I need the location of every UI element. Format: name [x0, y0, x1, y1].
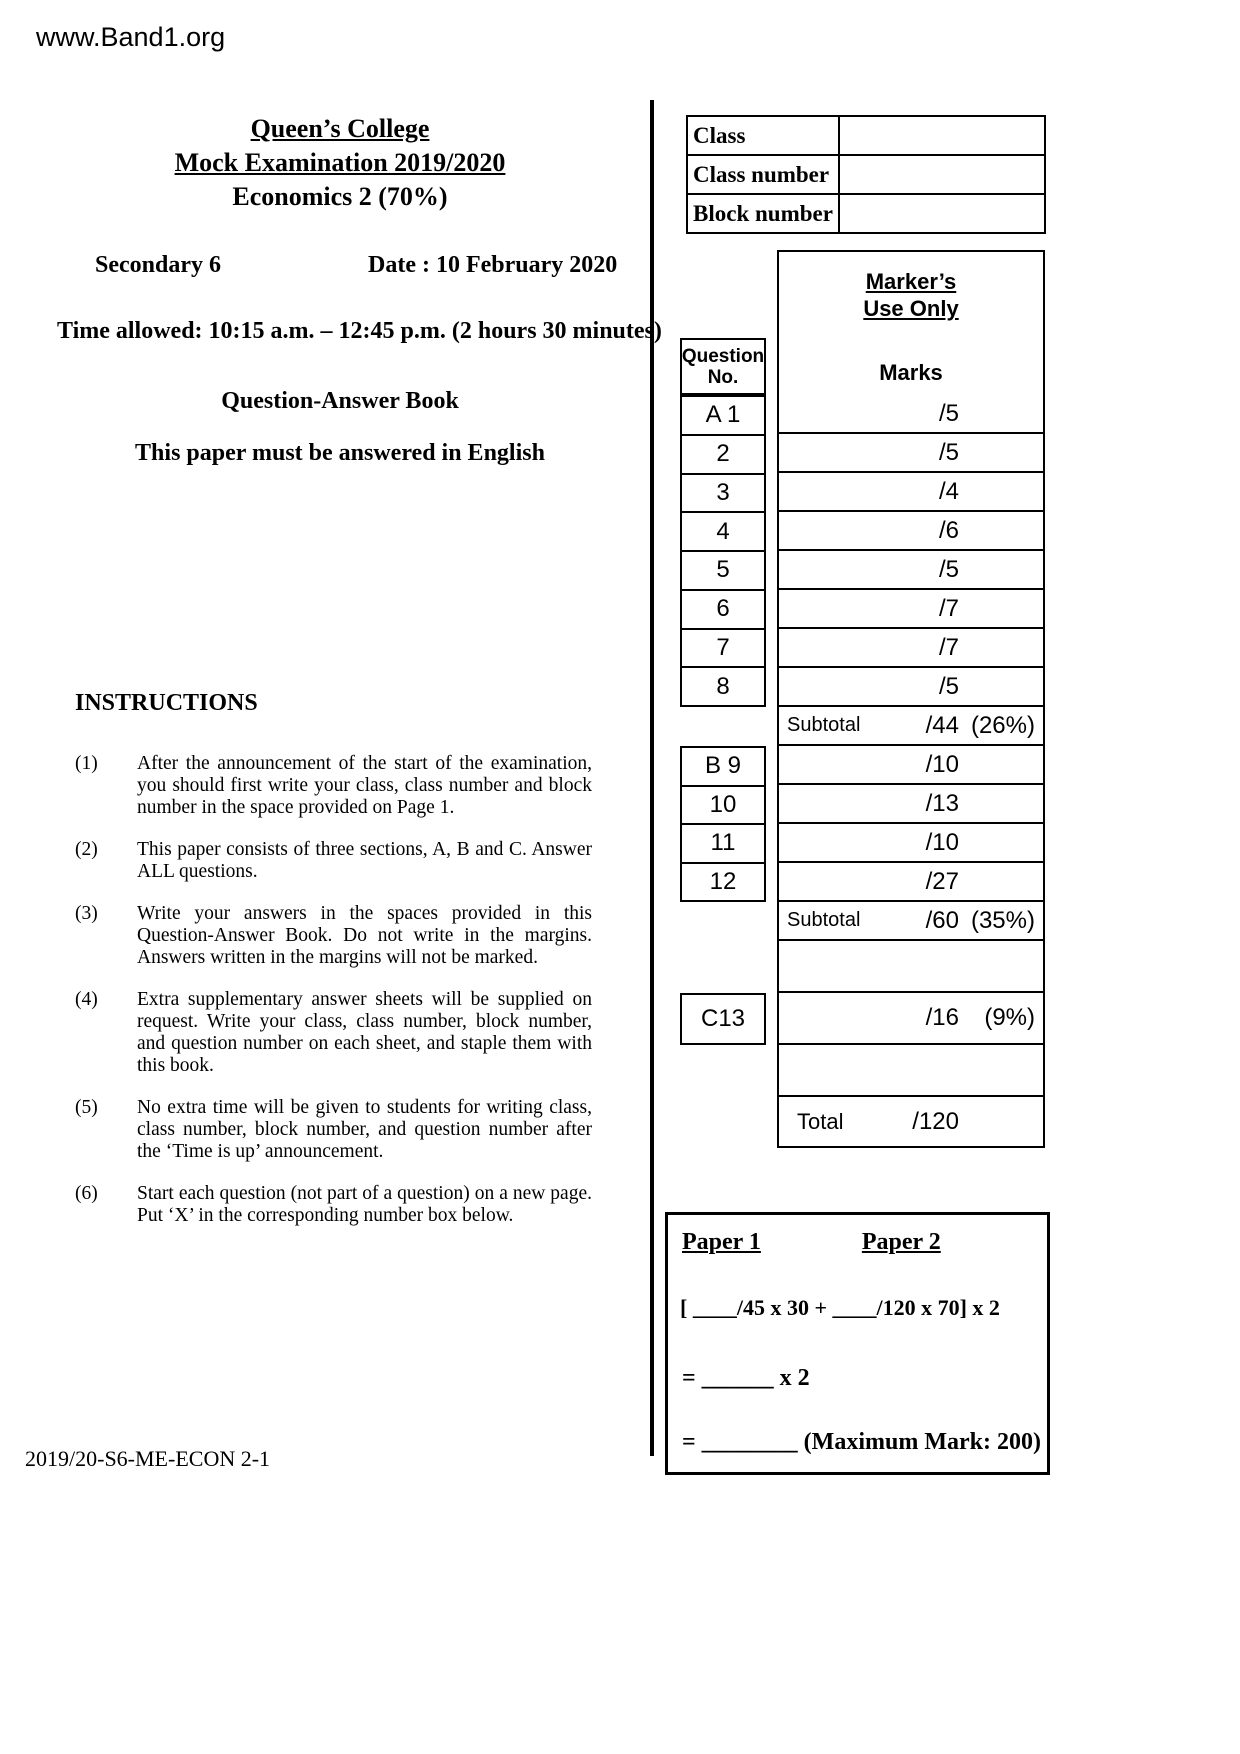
- score-formula: [ ____/45 x 30 + ____/120 x 70] x 2: [680, 1295, 1000, 1320]
- block-number-value-cell: [839, 194, 1045, 233]
- marks-row-8: [779, 668, 1043, 707]
- question-no-cell: 12: [709, 867, 737, 895]
- instruction-text: No extra time will be given to students for writing class, class number, block number, and question number after the ‘Time is up’ announcement.: [137, 1097, 592, 1162]
- subtotal-percent: (26%): [970, 711, 1035, 739]
- instruction-text: After the announcement of the start of the examination, you should first write your class, class number and block number in the space provided on Page 1.: [137, 753, 592, 818]
- table-row: [687, 116, 1045, 155]
- instruction-text: This paper consists of three sections, A, B and C. Answer ALL questions.: [137, 839, 592, 882]
- instruction-text: Extra supplementary answer sheets will be supplied on request. Write your class, class number, block number, and question number on each sheet, and staple them with this book.: [137, 989, 592, 1076]
- instruction-text: Write your answers in the spaces provided in this Question-Answer Book. Do not write in the margins. Answers written in the margins will not be marked.: [137, 903, 592, 968]
- marks-row-a1: [779, 395, 1043, 434]
- class-number-label: Class number: [687, 155, 839, 194]
- paper-code: 2019/20-S6-ME-ECON 2-1: [25, 1446, 271, 1471]
- question-no-cell: 11: [682, 825, 764, 864]
- school-name: Queen’s College: [250, 114, 430, 143]
- exam-title: Mock Examination 2019/2020: [174, 148, 506, 177]
- table-row: [687, 155, 1045, 194]
- marks-row-11: [779, 824, 1043, 863]
- marks-row-subtotal-b: [779, 902, 1043, 941]
- question-no-header: [680, 338, 766, 395]
- question-no-header-line1: Question: [681, 345, 765, 367]
- instruction-item-3: [75, 903, 592, 969]
- paper1-label: Paper 1: [682, 1229, 761, 1255]
- row-mark: /13: [925, 789, 959, 817]
- row-mark: /16: [925, 1004, 959, 1031]
- instruction-item-6: [75, 1183, 592, 1227]
- question-no-cell: 3: [682, 475, 764, 514]
- instruction-number: (4): [75, 989, 98, 1010]
- score-result-line2: = ________ (Maximum Mark: 200): [682, 1429, 1041, 1455]
- subtotal-mark: /60: [925, 906, 959, 934]
- instruction-number: (5): [75, 1097, 98, 1118]
- row-mark: /7: [938, 594, 959, 622]
- row-mark: /10: [925, 828, 959, 856]
- level-label: Secondary 6: [95, 252, 221, 278]
- row-mark: /4: [938, 477, 959, 505]
- question-numbers-section-b: [680, 746, 766, 902]
- exam-date: Date : 10 February 2020: [368, 252, 618, 278]
- question-no-cell: 7: [682, 630, 764, 669]
- instruction-number: (1): [75, 753, 98, 774]
- question-no-cell: 4: [682, 513, 764, 552]
- marks-row-total: [779, 1097, 1043, 1146]
- question-no-cell: 6: [682, 591, 764, 630]
- marks-row-subtotal-a: [779, 707, 1043, 746]
- marks-row-blank: [779, 941, 1043, 993]
- instruction-text: Start each question (not part of a question) on a new page. Put ‘X’ in the corresponding number box below.: [137, 1183, 592, 1226]
- paper-labels: [682, 1229, 941, 1256]
- markers-header-line1: Marker’s: [865, 269, 957, 294]
- block-number-label: Block number: [687, 194, 839, 233]
- marks-row-c13: [779, 993, 1043, 1045]
- row-mark: /27: [925, 867, 959, 895]
- question-numbers-section-a: [680, 395, 766, 707]
- question-no-cell: A 1: [682, 397, 764, 436]
- score-result-line1: = ______ x 2: [682, 1365, 810, 1391]
- row-mark: /10: [925, 750, 959, 778]
- instruction-number: (3): [75, 903, 98, 924]
- row-mark: /7: [938, 633, 959, 661]
- subject-title: Economics 2 (70%): [232, 182, 448, 211]
- marks-row-5: [779, 551, 1043, 590]
- row-mark: /6: [938, 516, 959, 544]
- class-label: Class: [687, 116, 839, 155]
- marker-marks-table: [777, 250, 1045, 1148]
- question-numbers-section-c: [680, 993, 766, 1045]
- marks-row-3: [779, 473, 1043, 512]
- score-formula-box: [665, 1212, 1050, 1475]
- marks-row-b9: [779, 746, 1043, 785]
- subtotal-percent: (35%): [970, 906, 1035, 934]
- markers-header-line2: Use Only: [863, 296, 959, 321]
- question-no-cell: 5: [682, 552, 764, 591]
- time-allowed: Time allowed: 10:15 a.m. – 12:45 p.m. (2 hours 30 minutes): [57, 318, 662, 344]
- marks-row-10: [779, 785, 1043, 824]
- total-label: Total: [797, 1108, 844, 1134]
- class-value-cell: [839, 116, 1045, 155]
- row-percent: (9%): [984, 1004, 1035, 1031]
- instruction-number: (2): [75, 839, 98, 860]
- marks-row-4: [779, 512, 1043, 551]
- instruction-item-2: [75, 839, 592, 883]
- language-note: This paper must be answered in English: [135, 440, 545, 466]
- table-row: [687, 194, 1045, 233]
- class-number-value-cell: [839, 155, 1045, 194]
- marks-row-7: [779, 629, 1043, 668]
- markers-use-only-header: [779, 252, 1043, 350]
- row-mark: /5: [938, 555, 959, 583]
- marks-row-6: [779, 590, 1043, 629]
- total-mark: /120: [912, 1107, 959, 1135]
- question-no-cell: 8: [716, 672, 730, 700]
- student-info-table: [686, 115, 1046, 234]
- instruction-number: (6): [75, 1183, 98, 1204]
- question-no-cell: C13: [700, 1005, 746, 1032]
- row-mark: /5: [938, 399, 959, 427]
- instruction-item-4: [75, 989, 592, 1077]
- title-block: [60, 112, 620, 214]
- instructions-title: INSTRUCTIONS: [75, 690, 258, 716]
- subtotal-mark: /44: [925, 711, 959, 739]
- marks-row-2: [779, 434, 1043, 473]
- marks-row-12: [779, 863, 1043, 902]
- row-mark: /5: [938, 672, 959, 700]
- book-type-label: Question-Answer Book: [221, 388, 459, 414]
- question-no-header-line2: No.: [707, 366, 739, 388]
- paper2-label: Paper 2: [861, 1229, 941, 1255]
- marks-row-blank: [779, 1045, 1043, 1097]
- question-no-cell: 2: [682, 436, 764, 475]
- marks-column-header: Marks: [879, 359, 943, 385]
- website-watermark: www.Band1.org: [36, 22, 226, 52]
- subtotal-label: Subtotal: [787, 909, 861, 931]
- instructions-section: [75, 690, 592, 1247]
- question-no-cell: B 9: [682, 748, 764, 787]
- question-no-cell: 10: [682, 787, 764, 826]
- row-mark: /5: [938, 438, 959, 466]
- column-divider: [650, 100, 654, 1456]
- subtotal-label: Subtotal: [787, 714, 861, 736]
- instruction-item-1: [75, 753, 592, 819]
- instruction-item-5: [75, 1097, 592, 1163]
